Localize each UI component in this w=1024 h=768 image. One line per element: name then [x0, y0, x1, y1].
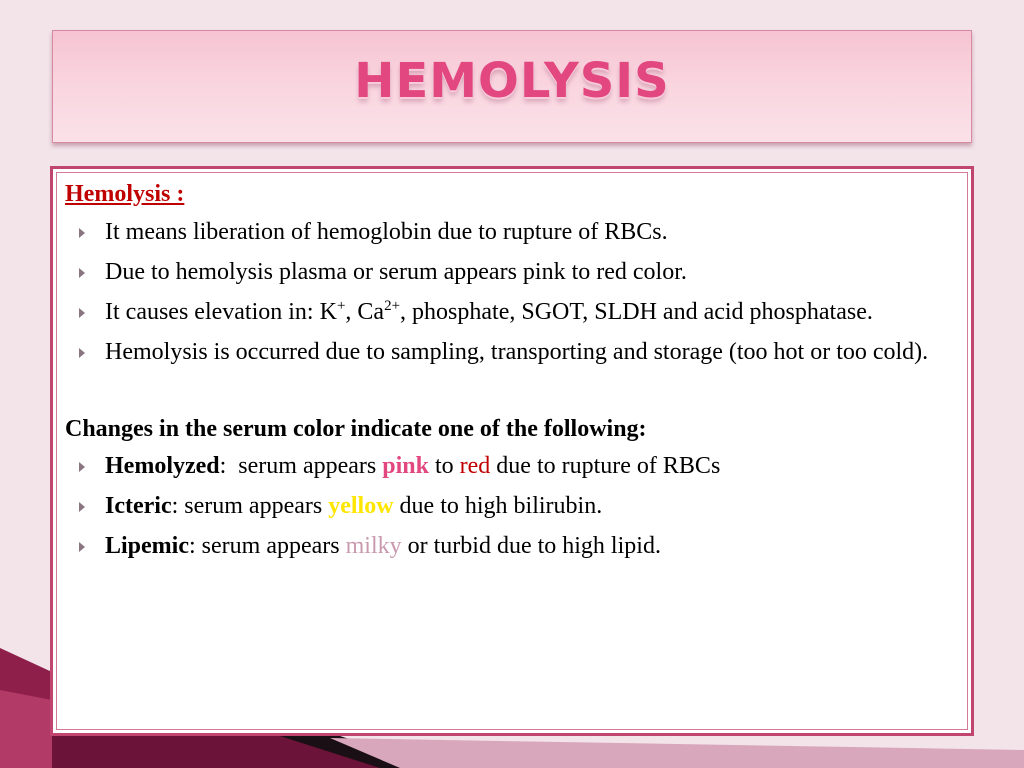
bullet-arrow-icon: [79, 502, 85, 512]
bullet-arrow-icon: [79, 308, 85, 318]
list-item: It causes elevation in: K+, $Ca^{2+}$, phosphate, SGOT, SLDH and acid phosphatase.: [65, 295, 963, 329]
hemolysis-heading: Hemolysis :: [65, 181, 185, 207]
list-item-lipemic: Lipemic: serum appears milky or turbid due to high lipid.: [65, 529, 963, 563]
list-item: It means liberation of hemoglobin due to rupture of RBCs.: [65, 215, 963, 249]
content-panel: [50, 166, 974, 736]
list-item-icteric: Icteric: serum appears yellow due to high bilirubin.: [65, 489, 963, 523]
bottom-stripe-pink: [330, 738, 1024, 768]
bullet-arrow-icon: [79, 228, 85, 238]
bullet-arrow-icon: [79, 348, 85, 358]
bullet-arrow-icon: [79, 542, 85, 552]
content-text: [65, 179, 963, 563]
slide-title: HEMOLYSIS: [354, 53, 670, 109]
serum-color-heading: Changes in the serum color indicate one of the following:: [65, 416, 647, 442]
list-item: Hemolysis is occurred due to sampling, transporting and storage (too hot or too cold).: [65, 335, 963, 369]
list-item-hemolyzed: Hemolyzed: serum appears pink to red due to rupture of RBCs: [65, 449, 963, 483]
corner-shape-light: [0, 690, 52, 768]
list-item: Due to hemolysis plasma or serum appears pink to red color.: [65, 255, 963, 289]
title-banner: [52, 30, 972, 143]
bullet-arrow-icon: [79, 462, 85, 472]
bullet-arrow-icon: [79, 268, 85, 278]
